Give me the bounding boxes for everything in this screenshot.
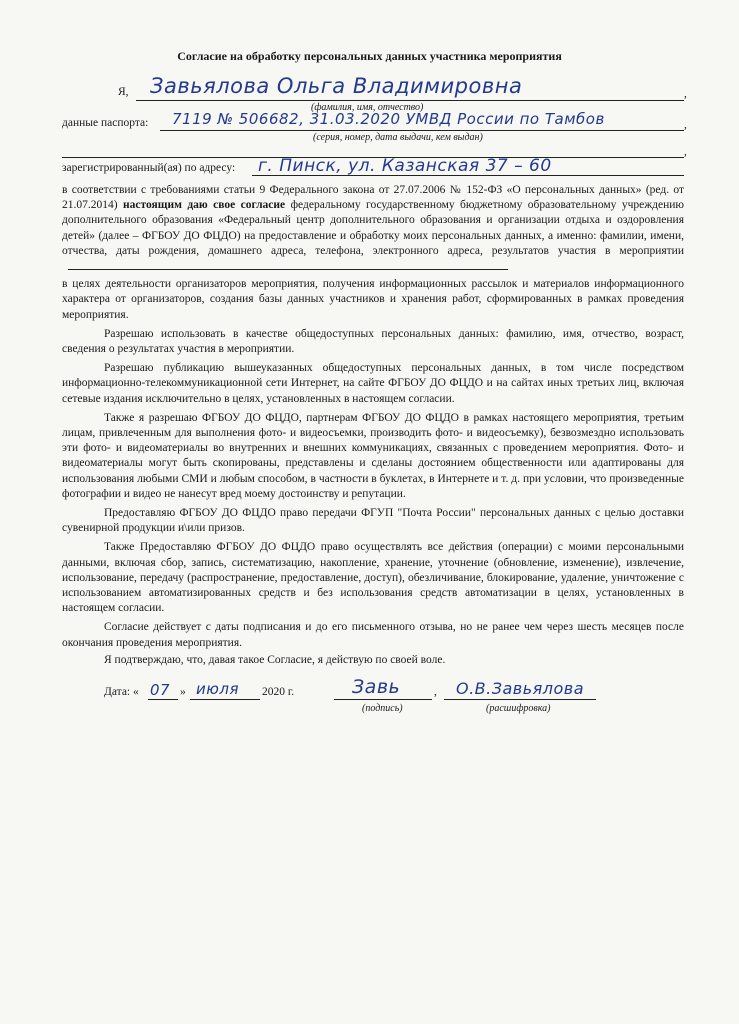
passport-line — [160, 130, 684, 131]
passport-caption: (серия, номер, дата выдачи, кем выдан) — [313, 132, 483, 143]
passport-handwritten[interactable]: 7119 № 506682, 31.03.2020 УМВД России по Тамбов — [172, 110, 605, 128]
passport-label: данные паспорта: — [62, 117, 149, 129]
signature-line — [334, 699, 432, 700]
signature[interactable]: Завь — [352, 676, 401, 698]
signature-caption: (подпись) — [362, 703, 403, 714]
signature-separator: , — [434, 686, 437, 698]
address-label: зарегистрированный(ая) по адресу: — [62, 162, 236, 174]
paragraph-purposes: в целях деятельности организаторов мероприятия, получения информационных рассылок и материалов информационного характера от организаторов, создания базы данных участников и хранения работ, сформированных в рамках проведения мероприятия. — [62, 278, 684, 321]
date-month-line — [190, 699, 260, 700]
decoding-line — [444, 699, 596, 700]
paragraph-public-data: Разрешаю использовать в качестве общедоступных персональных данных: фамилию, имя, отчество, возраст, сведения о результатах участия в мероприятии. — [62, 327, 684, 356]
paragraph-confirmation: Я подтверждаю, что, давая такое Согласие, я действую по своей воле. — [104, 653, 446, 666]
date-day[interactable]: 07 — [150, 681, 171, 699]
paragraph-publication: Разрешаю публикацию вышеуказанных общедоступных персональных данных, в том числе посредством информационно-телекоммуникационной сети Интернет, на сайте ФГБОУ ДО ФЦДО и на сайтах иных третьих лиц, включая сетевые издания исключительно в целях, установленных в настоящем согласии. — [62, 362, 684, 405]
name-comma: , — [684, 88, 687, 100]
document-title: Согласие на обработку персональных данных участника мероприятия — [177, 49, 562, 63]
passport-comma: , — [684, 119, 687, 131]
date-day-line — [148, 699, 178, 700]
extra-comma: , — [684, 146, 687, 158]
paragraph-post: Предоставляю ФГБОУ ДО ФЦДО право передачи ФГУП "Почта России" персональных данных с целью доставки сувенирной продукции и\или призов. — [62, 507, 684, 535]
paragraph-validity: Согласие действует с даты подписания и до его письменного отзыва, но не ранее чем через шесть месяцев после окончания проведения мероприятия. — [62, 621, 684, 649]
event-name-line[interactable] — [68, 259, 508, 270]
name-handwritten[interactable]: Завьялова Ольга Владимировна — [150, 74, 523, 98]
name-caption: (фамилия, имя, отчество) — [311, 102, 424, 113]
consent-bold: настоящим даю свое согласие — [123, 199, 286, 212]
date-month[interactable]: июля — [196, 680, 239, 698]
date-close-quote: » — [180, 686, 186, 698]
paragraph-legal-basis: в соответствии с требованиями статьи 9 Федерального закона от 27.07.2006 № 152-ФЗ «О персональных данных» (ред. от 21.07.2014) настоящим даю свое согласие федеральному государственному бюджетному образовательному учреждению дополнительного образования «Федеральный центр дополнительного образования и организации отдыха и оздоровления детей» (далее – ФГБОУ ДО ФЦДО) на предоставление и обработку моих персональных данных, а именно: фамилии, имени, отчества, даты рождения, домашнего адреса, телефона, электронного адреса, результатов участия в мероприятии — [62, 183, 684, 275]
consent-body — [62, 183, 684, 668]
paragraph-photo-video: Также я разрешаю ФГБОУ ДО ФЦДО, партнерам ФГБОУ ДО ФЦДО в рамках настоящего мероприятия, третьим лицам, привлеченным для выполнения фото- и видеосъемки, производить фото- и видеосъемку), безвозмездно использовать эти фото- и видеоматериалы во внутренних и внешних коммуникациях, связанных с проведением мероприятия. Фото- и видеоматериалы могут быть скопированы, представлены и сделаны достоянием общественности или адаптированы для использования любыми СМИ и любым способом, в частности в буклетах, в Интернете и т. д. при условии, что произведенные фотографии и видео не нанесут вред моему достоинству и репутации. — [62, 411, 684, 500]
paragraph-operations: Также Предоставляю ФГБОУ ДО ФЦДО право осуществлять все действия (операции) с моими персональными данными, включая сбор, запись, систематизацию, накопление, хранение, уточнение (обновление, изменение), извлечение, использование, передачу (распространение, предоставление, доступ), обезличивание, блокирование, удаление, уничтожение с использованием автоматизированных средств и без использования средств автоматизации в целях, установленных в настоящем согласии. — [62, 541, 684, 615]
signature-decoding[interactable]: О.В.Завьялова — [456, 679, 585, 698]
address-handwritten[interactable]: г. Пинск, ул. Казанская 37 – 60 — [258, 156, 552, 176]
date-label: Дата: « — [104, 686, 139, 698]
name-prefix: Я, — [118, 86, 129, 98]
decoding-caption: (расшифровка) — [486, 703, 551, 714]
name-line — [136, 100, 684, 101]
date-year: 2020 г. — [262, 686, 295, 698]
